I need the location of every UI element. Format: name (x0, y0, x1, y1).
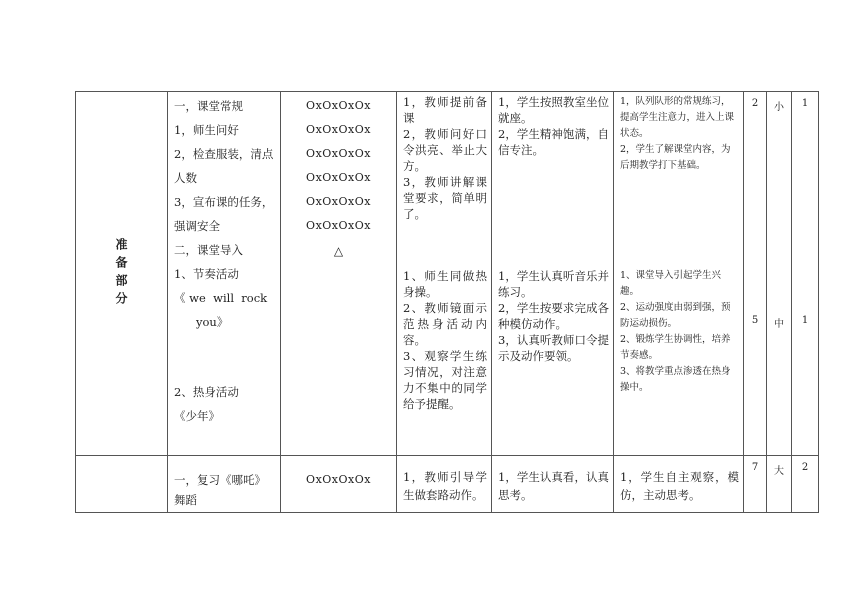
goal-item: 2、运动强度由弱到强，预防运动损伤。 (620, 302, 731, 329)
count-value: 2 (801, 462, 809, 473)
goal-item: 1，队列队形的常规练习，提高学生注意力，进入上课状态。 (620, 96, 735, 139)
intensity-cell (767, 456, 792, 513)
content-line: 强调安全 (174, 219, 220, 233)
intensity-cell (767, 92, 792, 456)
count-cell (792, 456, 819, 513)
content-line: 2，检查服装，清点 (174, 147, 274, 161)
time-cell (744, 92, 767, 456)
student-activity-cell (492, 92, 614, 456)
goal-item: 1，学生自主观察，模仿，主动思考。 (620, 470, 739, 502)
count-value: 1 (801, 315, 809, 326)
intensity-value: 小 (774, 102, 784, 113)
student-activity-item: 1，学生认真听音乐并练习。 (498, 269, 609, 299)
intensity-value: 中 (774, 319, 784, 330)
teacher-activity-item: 2、教师镜面示范热身活动内容。 (403, 301, 487, 347)
content-line: 一，复习《哪吒》 (174, 473, 266, 487)
formation-line: OxOxOxOx (306, 473, 371, 486)
teacher-activity-cell (397, 456, 492, 513)
content-line: 二，课堂导入 (174, 243, 243, 257)
goal-item: 3、将教学重点渗透在热身操中。 (620, 366, 731, 393)
student-activity-item: 2，学生按要求完成各种模仿动作。 (498, 301, 609, 331)
teacher-activity-cell (397, 92, 492, 456)
formation-line: OxOxOxOx (306, 195, 371, 208)
teacher-activity-item: 1，教师引导学生做套路动作。 (403, 470, 487, 502)
content-line: 一，课堂常规 (174, 99, 243, 113)
formation-cell (281, 456, 397, 513)
student-activity-item: 1，学生按照教室坐位就座。 (498, 95, 609, 125)
student-activity-cell (492, 456, 614, 513)
intensity-value: 大 (774, 466, 784, 477)
student-activity-item: 3，认真听教师口令提示及动作要领。 (498, 333, 609, 363)
teacher-activity-item: 1、师生同做热身操。 (403, 269, 487, 299)
goal-item: 2、锻炼学生协调性，培养节奏感。 (620, 334, 731, 361)
content-line: 《少年》 (174, 409, 220, 423)
content-line: 2、热身活动 (174, 385, 239, 399)
section-cell (76, 92, 168, 456)
teacher-position-triangle-icon: △ (333, 244, 344, 258)
formation-line: OxOxOxOx (306, 147, 371, 160)
goal-item: 2，学生了解课堂内容，为后期教学打下基础。 (620, 144, 731, 171)
song-title-line: you》 (196, 315, 229, 329)
content-line: 人数 (174, 171, 197, 185)
student-activity-item: 2，学生精神饱满，自信专注。 (498, 127, 609, 157)
table-row-preparation (76, 92, 819, 456)
teaching-goal-cell (614, 92, 744, 456)
table-row-review (76, 456, 819, 513)
content-line: 舞蹈 (174, 493, 197, 507)
teacher-activity-item: 3，教师讲解课堂要求，简单明了。 (403, 175, 487, 221)
student-activity-item: 1，学生认真看，认真思考。 (498, 470, 609, 502)
teaching-goal-cell (614, 456, 744, 513)
teacher-activity-item: 2，教师问好口令洪亮、举止大方。 (403, 127, 487, 173)
goal-item: 1、课堂导入引起学生兴趣。 (620, 270, 722, 297)
teacher-activity-item: 1，教师提前备课 (403, 95, 487, 125)
content-cell (168, 456, 281, 513)
section-cell (76, 456, 168, 513)
formation-line: OxOxOxOx (306, 171, 371, 184)
formation-cell (281, 92, 397, 456)
time-value: 7 (751, 462, 759, 473)
time-cell (744, 456, 767, 513)
teacher-activity-item: 3、观察学生练习情况，对注意力不集中的同学给予提醒。 (403, 349, 487, 411)
section-title: 准备部分 (114, 237, 128, 310)
content-line: 3，宣布课的任务， (174, 195, 274, 209)
count-value: 1 (801, 98, 809, 109)
lesson-plan-table (75, 91, 819, 513)
formation-line: OxOxOxOx (306, 123, 371, 136)
count-cell (792, 92, 819, 456)
song-title-line: 《 we will rock (174, 291, 268, 305)
content-line: 1，师生问好 (174, 123, 239, 137)
time-value: 5 (751, 315, 759, 326)
content-cell (168, 92, 281, 456)
time-value: 2 (751, 98, 759, 109)
content-line: 1、节奏活动 (174, 267, 239, 281)
formation-line: OxOxOxOx (306, 99, 371, 112)
formation-line: OxOxOxOx (306, 219, 371, 232)
